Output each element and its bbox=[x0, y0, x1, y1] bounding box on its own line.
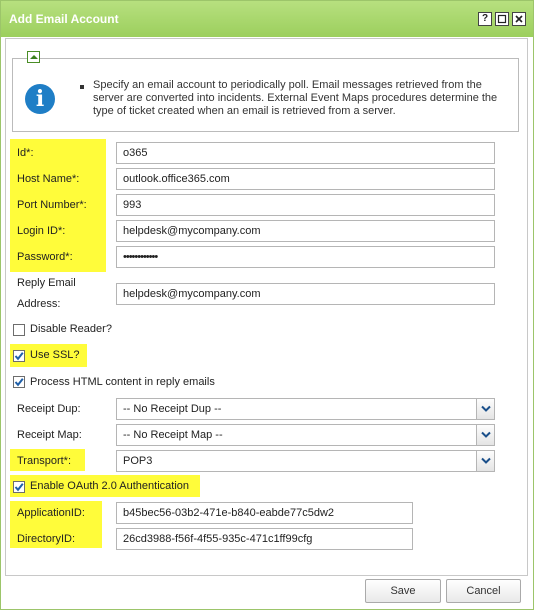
receipt-map-label: Receipt Map: bbox=[17, 429, 82, 441]
process-html-label: Process HTML content in reply emails bbox=[30, 376, 215, 388]
chevron-down-icon bbox=[481, 405, 491, 413]
receipt-map-select[interactable] bbox=[116, 424, 495, 446]
application-id-input[interactable]: b45bec56-03b2-471e-b840-eabde77c5dw2 bbox=[116, 502, 413, 524]
save-button[interactable]: Save bbox=[365, 579, 441, 603]
directory-id-input[interactable]: 26cd3988-f56f-4f55-935c-471c1ff99cfg bbox=[116, 528, 413, 550]
chevron-down-icon bbox=[481, 457, 491, 465]
receipt-map-value: -- No Receipt Map -- bbox=[123, 429, 223, 441]
disable-reader-checkbox[interactable] bbox=[13, 324, 25, 336]
enable-oauth-label: Enable OAuth 2.0 Authentication bbox=[30, 480, 190, 492]
transport-select[interactable] bbox=[116, 450, 495, 472]
chevron-down-icon bbox=[481, 431, 491, 439]
collapse-info-button[interactable] bbox=[27, 51, 40, 63]
checkmark-icon bbox=[14, 482, 24, 492]
use-ssl-checkbox[interactable] bbox=[13, 350, 25, 362]
directory-id-label: DirectoryID: bbox=[17, 533, 76, 545]
host-name-label: Host Name*: bbox=[17, 173, 80, 185]
receipt-dup-select[interactable] bbox=[116, 398, 495, 420]
reply-email-label-line1: Reply Email bbox=[17, 277, 76, 289]
login-id-label: Login ID*: bbox=[17, 225, 66, 237]
receipt-dup-value: -- No Receipt Dup -- bbox=[123, 403, 222, 415]
dialog-title: Add Email Account bbox=[9, 12, 119, 26]
transport-label: Transport*: bbox=[17, 455, 72, 467]
login-id-input[interactable]: helpdesk@mycompany.com bbox=[116, 220, 495, 242]
id-label: Id*: bbox=[17, 147, 34, 159]
password-label: Password*: bbox=[17, 251, 73, 263]
receipt-dup-dropdown-button[interactable] bbox=[476, 399, 494, 419]
checkmark-icon bbox=[14, 377, 24, 387]
info-text: Specify an email account to periodically poll. Email messages retrieved from the server are converted into incidents. External Event Maps procedures determine the type of ticket created when an email is retrieved from a server. bbox=[93, 79, 498, 117]
transport-value: POP3 bbox=[123, 455, 153, 467]
close-button[interactable] bbox=[512, 12, 526, 26]
host-name-input[interactable]: outlook.office365.com bbox=[116, 168, 495, 190]
port-number-label: Port Number*: bbox=[17, 199, 87, 211]
maximize-icon bbox=[496, 13, 508, 25]
enable-oauth-checkbox[interactable] bbox=[13, 481, 25, 493]
reply-email-label-line2: Address: bbox=[17, 298, 61, 310]
process-html-checkbox[interactable] bbox=[13, 376, 25, 388]
bullet-marker bbox=[80, 85, 84, 89]
transport-dropdown-button[interactable] bbox=[476, 451, 494, 471]
application-id-label: ApplicationID: bbox=[17, 507, 85, 519]
receipt-map-dropdown-button[interactable] bbox=[476, 425, 494, 445]
dialog-titlebar[interactable] bbox=[1, 1, 533, 37]
close-icon bbox=[513, 13, 525, 25]
collapse-up-icon bbox=[30, 54, 38, 60]
password-input[interactable]: •••••••••••• bbox=[116, 246, 495, 268]
reply-email-input[interactable]: helpdesk@mycompany.com bbox=[116, 283, 495, 305]
id-input[interactable]: o365 bbox=[116, 142, 495, 164]
checkmark-icon bbox=[14, 351, 24, 361]
info-icon: i bbox=[25, 84, 55, 114]
receipt-dup-label: Receipt Dup: bbox=[17, 403, 81, 415]
port-number-input[interactable]: 993 bbox=[116, 194, 495, 216]
use-ssl-label: Use SSL? bbox=[30, 349, 80, 361]
help-button[interactable]: ? bbox=[478, 12, 492, 26]
disable-reader-label: Disable Reader? bbox=[30, 323, 112, 335]
cancel-button[interactable]: Cancel bbox=[446, 579, 521, 603]
maximize-button[interactable] bbox=[495, 12, 509, 26]
